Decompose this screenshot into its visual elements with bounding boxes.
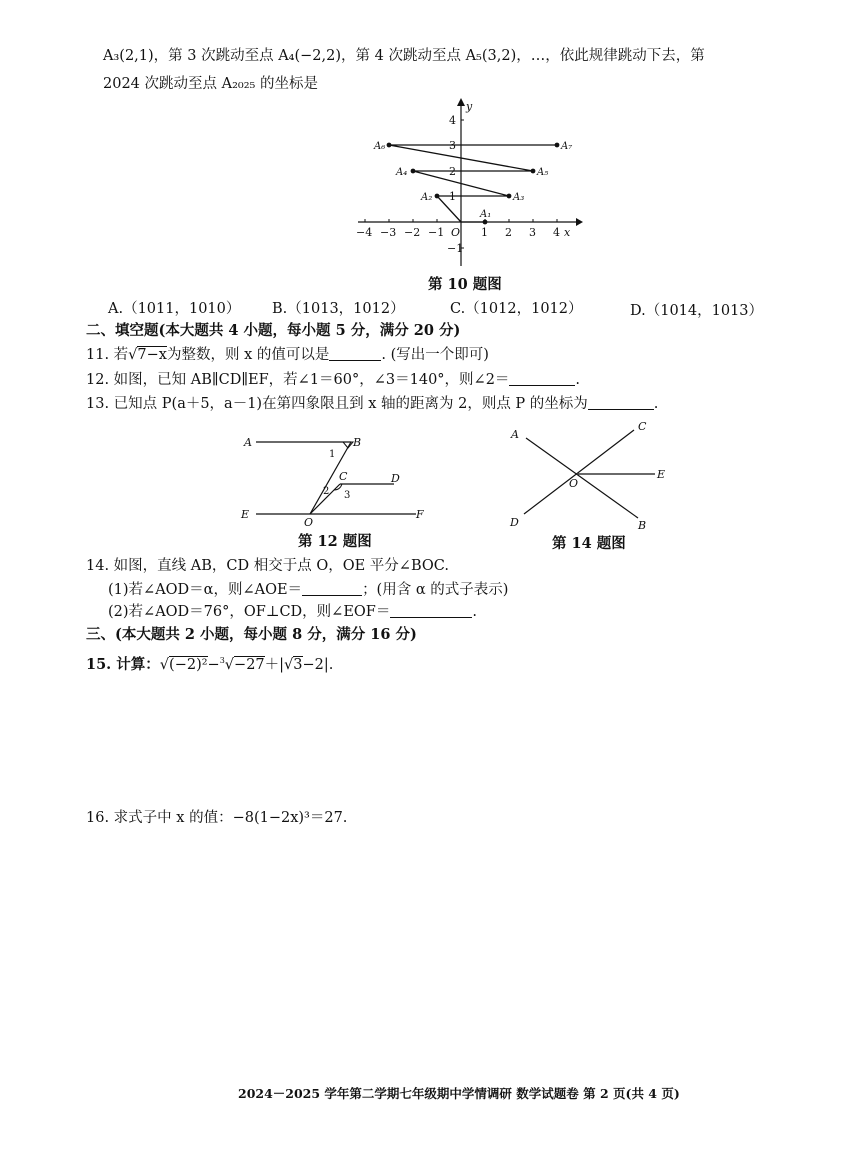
y-axis-label: y: [466, 100, 473, 113]
q14-intersecting-lines-figure: [500, 416, 680, 534]
label-angle-3: 3: [344, 490, 351, 501]
x-axis-arrow: [576, 218, 583, 226]
x-tick-label: 1: [481, 226, 488, 239]
q14-stem: 14. 如图，直线 AB，CD 相交于点 O，OE 平分∠BOC.: [86, 558, 449, 574]
q12: [86, 371, 580, 389]
q15-tail: −2|.: [302, 656, 334, 673]
label-a: A: [244, 436, 252, 449]
q10-option-a: A.（1011，1010）: [108, 301, 241, 317]
q11-answer-blank[interactable]: [329, 346, 381, 361]
point-a7: [555, 143, 560, 148]
q14-p1-prefix: (1)若∠AOD＝α，则∠AOE＝: [108, 582, 303, 598]
label-b: B: [638, 519, 647, 532]
label-a6: A₆: [374, 141, 386, 152]
line-ab: [526, 438, 638, 518]
label-d: D: [391, 472, 400, 485]
x-tick-label: 4: [553, 226, 560, 239]
q13-text: 13. 已知点 P(a＋5，a－1)在第四象限且到 x 轴的距离为 2，则点 P 的坐标为: [86, 396, 588, 412]
label-a: A: [511, 428, 519, 441]
q12-suffix: .: [575, 372, 581, 388]
label-o: O: [304, 516, 314, 529]
sqrt-sign: √: [128, 347, 138, 363]
q15-minus: −: [207, 656, 220, 673]
q12-figure-caption: 第 12 题图: [298, 533, 372, 550]
y-tick-label: 2: [449, 165, 456, 178]
q13: [86, 395, 658, 413]
label-c: C: [638, 420, 647, 433]
point-a3: [507, 194, 512, 199]
label-a4: A₄: [396, 167, 408, 178]
q15-plus: ＋|: [264, 656, 285, 673]
q12-parallel-lines-figure: [236, 426, 436, 532]
x-axis-label: x: [564, 226, 571, 239]
jump-path: [389, 145, 557, 222]
q10-figure-caption: 第 10 题图: [428, 276, 502, 293]
y-axis-arrow: [457, 98, 465, 106]
q10-line-1: A₃(2,1)，第 3 次跳动至点 A₄(−2,2)，第 4 次跳动至点 A₅(3,2)，…，依此规律跳动下去，第: [103, 48, 705, 64]
sqrt-sign: √: [284, 656, 294, 673]
q10-option-d: D.（1014，1013）: [630, 303, 764, 319]
q14-part-1: [108, 581, 508, 599]
x-tick-label: −1: [428, 226, 445, 239]
y-tick-label: 3: [449, 139, 456, 152]
origin-label: O: [451, 226, 461, 239]
x-tick-label: −3: [380, 226, 397, 239]
label-angle-2: 2: [323, 486, 330, 497]
page-footer: 2024－2025 学年第二学期七年级期中学情调研 数学试题卷 第 2 页(共 4 页): [238, 1086, 680, 1101]
jump-points: [387, 143, 560, 225]
line-cd: [524, 430, 634, 514]
q15-radicand-1: (−2)²: [169, 656, 208, 673]
point-a4: [411, 169, 416, 174]
sqrt-sign: √: [224, 656, 235, 673]
label-a5: A₅: [537, 167, 549, 178]
section-3-header: 三、(本大题共 2 小题，每小题 8 分，满分 16 分): [86, 626, 417, 643]
label-e: E: [657, 468, 666, 481]
label-d: D: [510, 516, 519, 529]
point-a5: [531, 169, 536, 174]
label-a1: A₁: [480, 209, 492, 220]
q11-prefix: 11. 若: [86, 347, 129, 363]
section-2-header: 二、填空题(本大题共 4 小题，每小题 5 分，满分 20 分): [86, 322, 461, 339]
label-a2: A₂: [421, 192, 433, 203]
q12-text: 12. 如图，已知 AB∥CD∥EF，若∠1＝60°，∠3＝140°，则∠2＝: [86, 372, 510, 388]
q14-p2-suffix: .: [472, 604, 477, 620]
q11: [86, 346, 489, 364]
label-c: C: [339, 470, 348, 483]
q13-answer-blank[interactable]: [588, 395, 654, 410]
q10-option-c: C.（1012，1012）: [450, 301, 583, 317]
y-tick-label: 1: [449, 190, 456, 203]
q14-figure-caption: 第 14 题图: [552, 535, 626, 552]
y-tick-label: −1: [447, 242, 464, 255]
q11-suffix: . (写出一个即可): [381, 347, 489, 363]
q10-coordinate-figure: [350, 96, 590, 271]
label-e: E: [241, 508, 250, 521]
q11-mid: 为整数，则 x 的值可以是: [166, 347, 330, 363]
q10-option-b: B.（1013，1012）: [272, 301, 405, 317]
q14-p1-suffix: ；(用含 α 的式子表示): [362, 582, 509, 598]
q12-answer-blank[interactable]: [509, 371, 575, 386]
x-tick-label: 2: [505, 226, 512, 239]
x-tick-label: −4: [356, 226, 373, 239]
q15-prefix: 15. 计算：: [86, 655, 160, 673]
label-a7: A₇: [561, 141, 573, 152]
label-a3: A₃: [513, 192, 525, 203]
q14-p2-answer-blank[interactable]: [390, 603, 472, 618]
q14-p1-answer-blank[interactable]: [302, 581, 362, 596]
q15-radicand-3: 3: [293, 656, 303, 673]
q13-suffix: .: [653, 396, 659, 412]
label-angle-1: 1: [329, 449, 336, 460]
y-tick-label: 4: [449, 114, 456, 127]
point-a6: [387, 143, 392, 148]
sqrt-sign: √: [159, 656, 170, 673]
x-tick-label: 3: [529, 226, 536, 239]
q14-part-2: [108, 603, 477, 621]
cube-root-index: 3: [219, 656, 225, 665]
q15: [86, 652, 333, 674]
q15-radicand-2: −27: [234, 656, 265, 673]
q16: 16. 求式子中 x 的值：−8(1−2x)³＝27.: [86, 810, 348, 826]
label-o: O: [569, 477, 579, 490]
label-f: F: [416, 508, 424, 521]
q10-line-2: 2024 次跳动至点 A₂₀₂₅ 的坐标是: [103, 76, 318, 92]
q11-radicand: 7−x: [137, 347, 167, 363]
q14-p2-prefix: (2)若∠AOD＝76°，OF⊥CD，则∠EOF＝: [108, 604, 391, 620]
label-b: B: [353, 436, 362, 449]
x-tick-label: −2: [404, 226, 421, 239]
point-a2: [435, 194, 440, 199]
